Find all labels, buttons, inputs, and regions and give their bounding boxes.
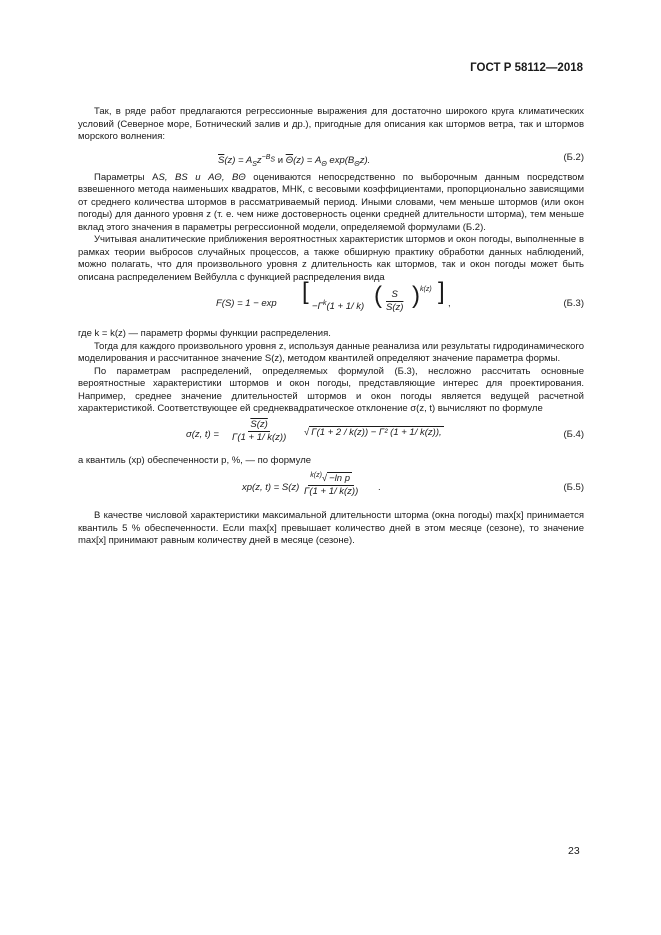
equation-b4: σ(z, t) = $\frac{S(z)}{\Gamma(1 + 1/ k(z))}$ √ Γ(1 + 2 / k(z)) − Γ² (1 + 1/ k(z)), (Б.4) — [186, 418, 584, 443]
eq-b3-bracket-open: [ — [302, 278, 309, 305]
paragraph-7: а квантиль (xp) обеспеченности p, %, — по формуле — [78, 454, 312, 466]
page-number: 23 — [568, 845, 580, 857]
eq-b3-paren-open: ( — [374, 282, 382, 309]
page-body — [78, 106, 584, 548]
eq-b2-number: (Б.2) — [563, 151, 584, 163]
paragraph-4: где k = k(z) — параметр формы функции распределения. — [78, 328, 331, 339]
eq-b5-number: (Б.5) — [563, 482, 584, 493]
eq-b2-body: $\overline{S}(z) = A_Sz^{-B_S}$ и $\overline{\Theta}(z) = A_\Theta$ $\exp(B_\Theta z)$. — [218, 153, 371, 168]
paragraph-1: Так, в ряде работ предлагаются регрессионные выражения для достаточно широкого круга климатических условий (Северное море, Ботнический залив и др.), пригодные для описания как штормов ветра, так и штормов морского волнения: — [78, 106, 584, 142]
eq-b3-number: (Б.3) — [563, 298, 584, 309]
eq-b3-bracket-close: ] — [438, 278, 445, 305]
eq-b3-exponent: k(z) — [420, 286, 432, 293]
eq-b3-fraction: $\frac{S}{S(z)}$ — [386, 289, 404, 313]
equation-b5: xp(z, t) = S(z) $\frac{^{k(z)}√ -\ln p}{\Gamma(1 + 1/ k(z))}$ . (Б.5) — [242, 472, 584, 498]
eq-b3-inner: $-\Gamma^k(1 + 1/$ k) — [312, 300, 365, 313]
paragraph-3: Учитывая аналитические приближения вероятностных характеристик штормов и окон погоды, выполненные в рамках теории выбросов случайных процессов, а также обширную практику обработки данных наблюдений, можно полагать, что для произвольного уровня z длительность как штормов, так и окон погоды может быть описана распределением Вейбулла с функцией распределения вида — [78, 234, 584, 283]
paragraph-8: В качестве числовой характеристики максимальной длительности шторма (окна погоды) max[x] принимается квантиль 5 % обеспеченности. Если max[x] превышает количество дней в этом месяце (сезоне), то значение max[x] принимают равным количеству дней в месяце (сезоне). — [78, 510, 584, 546]
equation-b2 — [78, 152, 584, 166]
eq-b4-number: (Б.4) — [563, 428, 584, 440]
eq-b3-lhs: F(S) = 1 − exp — [216, 298, 277, 309]
eq-b3-paren-close: ) — [412, 282, 420, 309]
paragraph-2-params: S, BS и AΘ, BΘ — [158, 171, 246, 183]
document-header: ГОСТ Р 58112—2018 — [470, 62, 583, 74]
eq-b4-radical: √ Γ(1 + 2 / k(z)) − Γ² (1 + 1/ k(z)), — [304, 426, 442, 438]
paragraph-6: По параметрам распределений, определяемых формулой (Б.3), несложно рассчитать основные вероятностные характеристики штормов и окон погоды, представляющие интерес для проектирования. Например, среднее значение длительностей штормов и окон погоды является ведущей расчетной характеристикой. Соответствующее ей среднеквадратическое отклонение σ(z, t) вычисляют по формуле — [78, 365, 584, 414]
eq-b5-fraction: $\frac{^{k(z)}√ -\ln p}{\Gamma(1 + 1/ k(z))}$ — [304, 472, 359, 498]
paragraph-2: Параметры AS, BS и AΘ, BΘ оцениваются непосредственно по выборочным данным посредством взвешенного метода наименьших квадратов, МНК, с весовыми коэффициентами, пропорционально зависящими от среднего количества штормов в рассматриваемый период. Иными словами, чем меньше штормов (или окон погоды) для данного уровня z (т. е. чем ниже достоверность оценки средней длительности шторма), тем меньше вклад этого значения в параметры регрессионной модели, определяемой формулами (Б.2). — [78, 171, 584, 233]
equation-b3: F(S) = 1 − exp [ $-\Gamma^k(1 + 1/$ k) ( $\frac{S}{S(z)}$ ) k(z) ] , (Б.3) — [216, 278, 584, 313]
eq-b4-fraction: $\frac{S(z)}{\Gamma(1 + 1/ k(z))}$ — [232, 418, 287, 443]
paragraph-5: Тогда для каждого произвольного уровня z, используя данные реанализа или результаты гидродинамического моделирования и рассчитанное значение S(z), методом квантилей определяют значение параметра формы. — [78, 340, 584, 364]
